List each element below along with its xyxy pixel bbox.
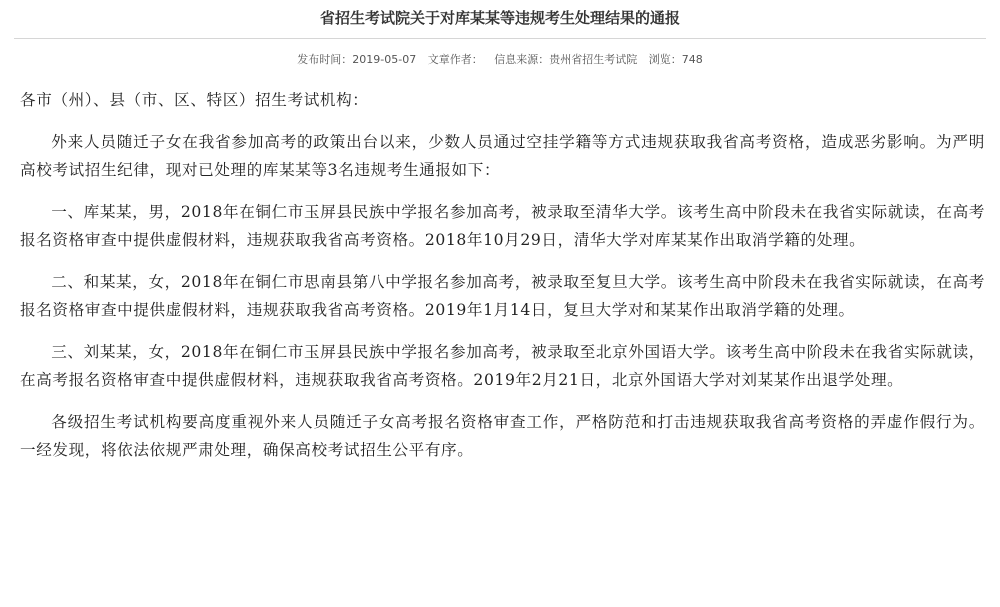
view-count: 748 <box>681 53 703 66</box>
article-body <box>20 86 985 478</box>
paragraph-conclusion: 各级招生考试机构要高度重视外来人员随迁子女高考报名资格审查工作，严格防范和打击违规获取我省高考资格的弄虚作假行为。一经发现，将依法依规严肃处理，确保高校考试招生公平有序。 <box>20 412 985 459</box>
article-meta <box>0 51 1000 67</box>
paragraph-case-3: 三、刘某某，女，2018年在铜仁市玉屏县民族中学报名参加高考，被录取至北京外国语大学。该考生高中阶段未在我省实际就读，在高考报名资格审查中提供虚假材料，违规获取我省高考资格。2019年2月21日，北京外国语大学对刘某某作出退学处理。 <box>20 342 985 389</box>
title-divider <box>14 38 986 39</box>
publish-time-label: 发布时间： <box>297 53 353 66</box>
publish-time: 2019-05-07 <box>352 53 417 66</box>
paragraph-case-2: 二、和某某，女，2018年在铜仁市思南县第八中学报名参加高考，被录取至复旦大学。该考生高中阶段未在我省实际就读，在高考报名资格审查中提供虚假材料，违规获取我省高考资格。2019年1月14日，复旦大学对和某某作出取消学籍的处理。 <box>20 272 985 319</box>
paragraph-intro: 外来人员随迁子女在我省参加高考的政策出台以来，少数人员通过空挂学籍等方式违规获取我省高考资格，造成恶劣影响。为严明高校考试招生纪律，现对已处理的库某某等3名违规考生通报如下： <box>20 132 985 179</box>
source: 贵州省招生考试院 <box>549 53 638 66</box>
source-label: 信息来源： <box>494 53 550 66</box>
views-label: 浏览： <box>648 53 682 66</box>
salutation: 各市（州）、县（市、区、特区）招生考试机构： <box>20 91 369 109</box>
paragraph-case-1: 一、库某某，男，2018年在铜仁市玉屏县民族中学报名参加高考，被录取至清华大学。该考生高中阶段未在我省实际就读，在高考报名资格审查中提供虚假材料，违规获取我省高考资格。2018年10月29日，清华大学对库某某作出取消学籍的处理。 <box>20 202 985 249</box>
article-title: 省招生考试院关于对库某某等违规考生处理结果的通报 <box>319 9 680 27</box>
author-label: 文章作者： <box>427 53 483 66</box>
